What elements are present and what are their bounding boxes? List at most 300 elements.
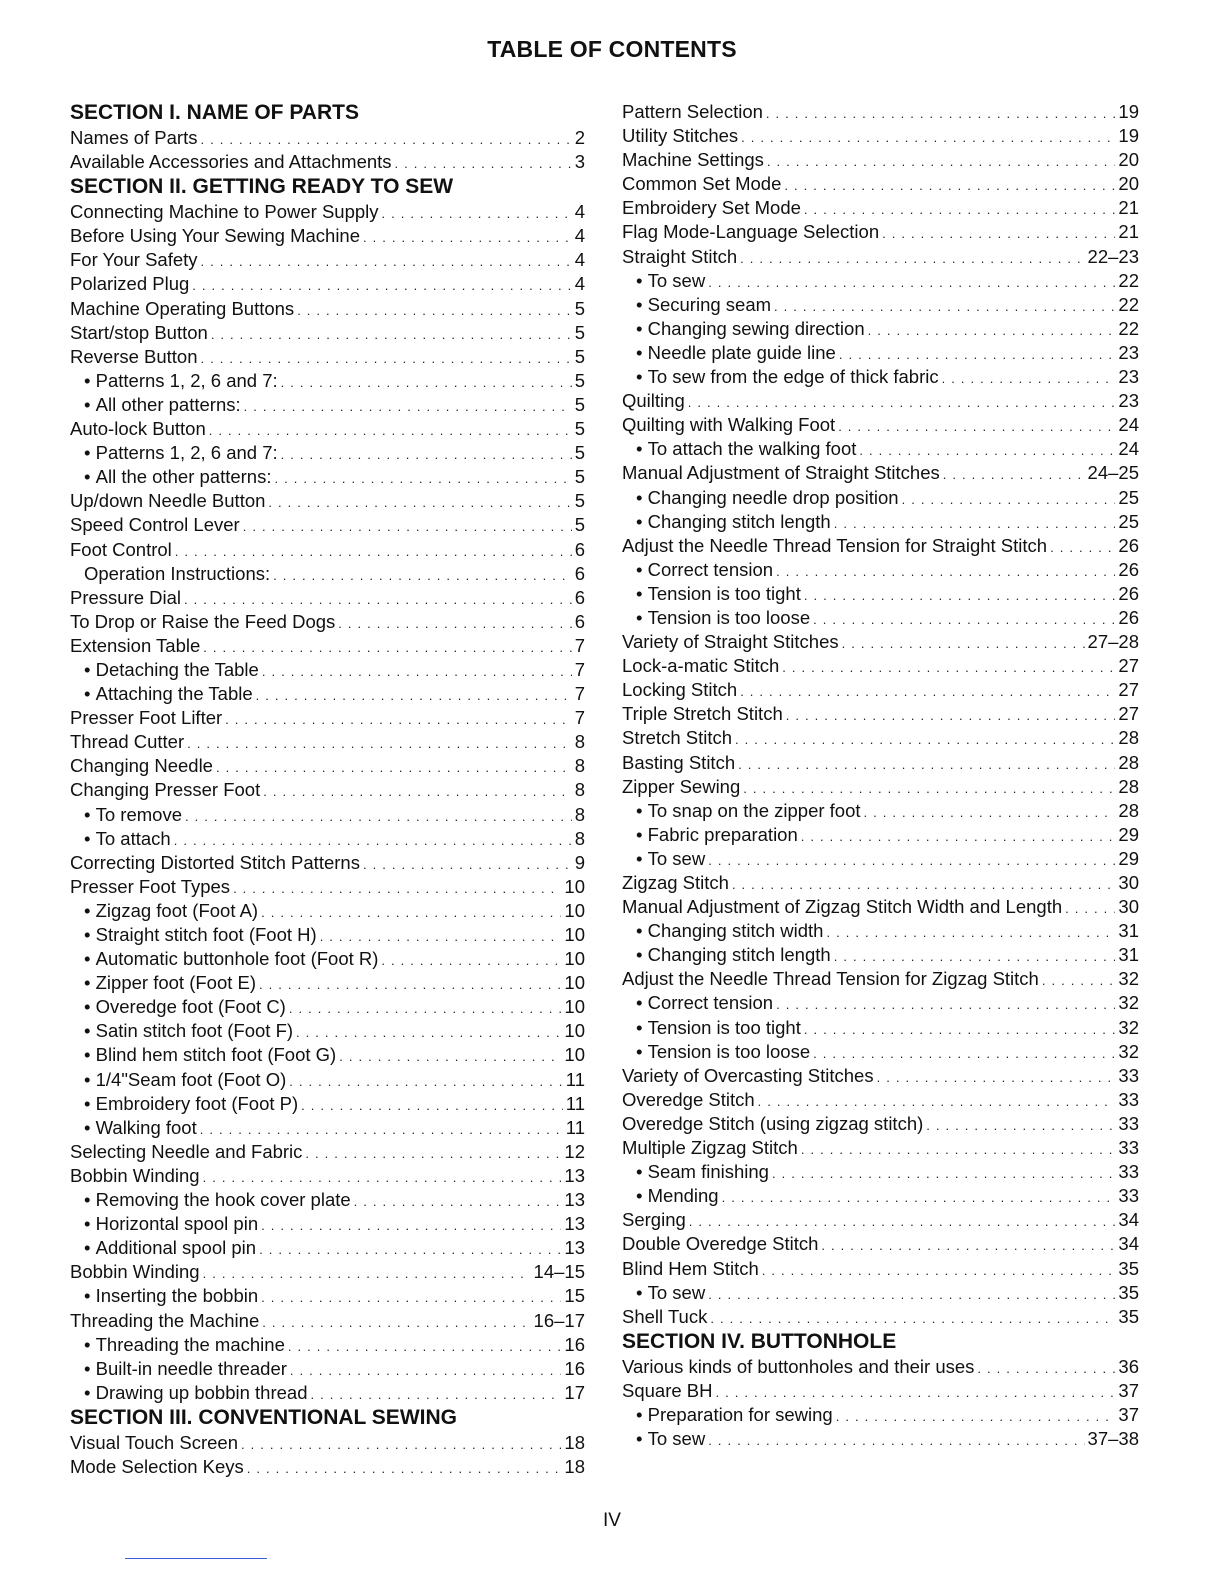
dot-leader bbox=[305, 1142, 561, 1166]
toc-subentry[interactable] bbox=[622, 1403, 1139, 1427]
toc-entry[interactable] bbox=[622, 630, 1139, 654]
toc-entry-page: 5 bbox=[574, 466, 585, 488]
toc-entry-page: 33 bbox=[1118, 1064, 1139, 1086]
footer-rule bbox=[125, 1558, 267, 1559]
toc-entry[interactable] bbox=[622, 751, 1139, 775]
toc-subentry[interactable] bbox=[70, 1043, 585, 1067]
toc-entry-page: 2 bbox=[574, 127, 585, 148]
toc-entry-title: Overedge Stitch bbox=[622, 1088, 755, 1110]
toc-entry-title: Stretch Stitch bbox=[622, 727, 733, 749]
toc-subentry[interactable] bbox=[70, 369, 585, 393]
toc-entry[interactable] bbox=[622, 534, 1139, 558]
toc-entry[interactable] bbox=[70, 224, 585, 248]
dot-leader bbox=[338, 612, 571, 636]
toc-entry-page: 5 bbox=[574, 321, 585, 343]
toc-entry[interactable] bbox=[622, 245, 1139, 269]
toc-subentry[interactable] bbox=[622, 558, 1139, 582]
toc-entry-page: 5 bbox=[574, 297, 585, 319]
toc-entry-page: 27 bbox=[1118, 703, 1139, 725]
toc-entry-page: 5 bbox=[574, 418, 585, 440]
toc-entry[interactable] bbox=[70, 778, 585, 802]
section-heading: SECTION III. CONVENTIONAL SEWING bbox=[70, 1405, 457, 1429]
dot-leader bbox=[836, 1405, 1116, 1429]
dot-leader bbox=[864, 801, 1116, 825]
toc-entry-page: 19 bbox=[1118, 101, 1139, 122]
toc-subentry[interactable] bbox=[70, 1381, 585, 1405]
toc-entry[interactable] bbox=[70, 538, 585, 562]
toc-entry-title: Extension Table bbox=[70, 634, 201, 656]
page-title: TABLE OF CONTENTS bbox=[487, 36, 737, 62]
toc-entry-page: 6 bbox=[574, 538, 585, 560]
toc-entry[interactable] bbox=[70, 1309, 585, 1333]
dot-leader bbox=[174, 829, 572, 853]
toc-entry-title: • Changing stitch width bbox=[622, 919, 823, 943]
toc-subentry[interactable] bbox=[622, 341, 1139, 365]
dot-leader bbox=[1065, 897, 1115, 921]
toc-entry-page: 33 bbox=[1118, 1112, 1139, 1134]
toc-subentry[interactable] bbox=[622, 1427, 1139, 1451]
toc-entry-page: 27–28 bbox=[1087, 631, 1139, 653]
dot-leader bbox=[241, 1433, 561, 1457]
section-heading: SECTION I. NAME OF PARTS bbox=[70, 101, 359, 124]
dot-leader bbox=[943, 463, 1085, 487]
toc-entry-title: Threading the Machine bbox=[70, 1309, 260, 1331]
toc-entry-page: 13 bbox=[564, 1213, 585, 1235]
toc-entry-page: 24 bbox=[1118, 438, 1139, 460]
toc-subentry[interactable] bbox=[70, 995, 585, 1019]
toc-entry-page: 31 bbox=[1118, 920, 1139, 942]
toc-entry[interactable] bbox=[622, 678, 1139, 702]
toc-entry-page: 33 bbox=[1118, 1161, 1139, 1183]
toc-entry-page: 23 bbox=[1118, 366, 1139, 388]
dot-leader bbox=[772, 1162, 1115, 1186]
toc-entry-page: 10 bbox=[564, 875, 585, 897]
toc-entry[interactable] bbox=[622, 871, 1139, 895]
toc-entry[interactable] bbox=[70, 345, 585, 369]
dot-leader bbox=[767, 150, 1116, 174]
toc-entry-title: • Seam finishing bbox=[622, 1160, 769, 1184]
dot-leader bbox=[320, 925, 562, 949]
toc-entry-page: 35 bbox=[1118, 1257, 1139, 1279]
dot-leader bbox=[821, 1234, 1115, 1258]
toc-subentry[interactable] bbox=[622, 486, 1139, 510]
toc-entry-page: 27 bbox=[1118, 655, 1139, 677]
toc-entry-title: • 1/4"Seam foot (Foot O) bbox=[70, 1068, 286, 1092]
toc-entry-title: • Securing seam bbox=[622, 293, 771, 317]
toc-entry-title: Changing Needle bbox=[70, 755, 213, 777]
toc-entry-page: 32 bbox=[1118, 992, 1139, 1014]
toc-entry-page: 5 bbox=[574, 345, 585, 367]
toc-entry[interactable] bbox=[70, 634, 585, 658]
toc-subentry[interactable] bbox=[622, 606, 1139, 630]
toc-entry-page: 22 bbox=[1118, 269, 1139, 291]
toc-entry-title: Manual Adjustment of Straight Stitches bbox=[622, 462, 940, 484]
toc-entry-page: 22–23 bbox=[1087, 245, 1139, 267]
toc-entry-page: 25 bbox=[1118, 486, 1139, 508]
toc-subentry[interactable] bbox=[70, 971, 585, 995]
toc-entry-title: • Changing stitch length bbox=[622, 943, 831, 967]
toc-entry[interactable] bbox=[70, 297, 585, 321]
dot-leader bbox=[311, 1383, 562, 1407]
toc-subentry[interactable] bbox=[70, 1068, 585, 1092]
dot-leader bbox=[688, 391, 1116, 415]
toc-subentry[interactable] bbox=[70, 1019, 585, 1043]
toc-entry-title: Foot Control bbox=[70, 538, 172, 560]
toc-entry-page: 23 bbox=[1118, 341, 1139, 363]
dot-leader bbox=[244, 395, 572, 419]
toc-subentry[interactable] bbox=[70, 899, 585, 923]
toc-entry[interactable] bbox=[622, 389, 1139, 413]
dot-leader bbox=[290, 1359, 562, 1383]
dot-leader bbox=[868, 319, 1116, 343]
toc-entry-page: 33 bbox=[1118, 1088, 1139, 1110]
dot-leader bbox=[185, 805, 572, 829]
toc-entry-page: 7 bbox=[574, 683, 585, 705]
toc-entry-title: • To attach the walking foot bbox=[622, 437, 856, 461]
toc-entry-title: To Drop or Raise the Feed Dogs bbox=[70, 610, 336, 632]
toc-entry[interactable] bbox=[622, 1208, 1139, 1232]
toc-entry-title: Lock-a-matic Stitch bbox=[622, 655, 780, 677]
toc-subentry[interactable] bbox=[70, 1092, 585, 1116]
dot-leader bbox=[740, 247, 1084, 271]
dot-leader bbox=[256, 684, 572, 708]
toc-entry-title: Up/down Needle Button bbox=[70, 490, 266, 512]
dot-leader bbox=[743, 777, 1115, 801]
toc-entry[interactable] bbox=[622, 1305, 1139, 1329]
toc-entry-title: • To sew bbox=[622, 1281, 705, 1305]
toc-entry-page: 6 bbox=[574, 562, 585, 584]
toc-entry-title: • To remove bbox=[70, 803, 182, 827]
toc-entry-title: Basting Stitch bbox=[622, 751, 736, 773]
dot-leader bbox=[187, 732, 572, 756]
toc-subentry[interactable] bbox=[622, 919, 1139, 943]
toc-entry-title: Shell Tuck bbox=[622, 1305, 708, 1327]
toc-entry-title: Available Accessories and Attachments bbox=[70, 151, 392, 173]
toc-entry-title: Straight Stitch bbox=[622, 245, 738, 267]
toc-subentry[interactable] bbox=[622, 269, 1139, 293]
toc-entry-title: Adjust the Needle Thread Tension for Zigzag Stitch bbox=[622, 968, 1039, 990]
toc-entry-title: • All other patterns: bbox=[70, 393, 241, 417]
toc-subentry[interactable] bbox=[622, 293, 1139, 317]
toc-entry-page: 25 bbox=[1118, 510, 1139, 532]
toc-entry[interactable] bbox=[70, 417, 585, 441]
toc-subentry[interactable] bbox=[622, 1281, 1139, 1305]
dot-leader bbox=[942, 367, 1116, 391]
toc-entry-title: • Needle plate guide line bbox=[622, 341, 836, 365]
toc-entry[interactable] bbox=[622, 100, 1139, 124]
toc-subentry[interactable] bbox=[622, 943, 1139, 967]
toc-entry-title: Multiple Zigzag Stitch bbox=[622, 1137, 798, 1159]
dot-leader bbox=[926, 1114, 1115, 1138]
toc-entry[interactable] bbox=[622, 1379, 1139, 1403]
toc-entry-title: Serging bbox=[622, 1209, 686, 1231]
toc-entry[interactable] bbox=[70, 851, 585, 875]
toc-entry-title: Various kinds of buttonholes and their uses bbox=[622, 1355, 975, 1377]
toc-subentry[interactable] bbox=[622, 1184, 1139, 1208]
toc-entry-page: 8 bbox=[574, 779, 585, 801]
toc-subentry[interactable] bbox=[622, 582, 1139, 606]
toc-right-column bbox=[622, 100, 1139, 1451]
dot-leader bbox=[801, 1138, 1116, 1162]
toc-entry-title: Presser Foot Lifter bbox=[70, 707, 223, 729]
toc-entry[interactable] bbox=[622, 1112, 1139, 1136]
toc-entry[interactable] bbox=[622, 726, 1139, 750]
toc-subentry[interactable] bbox=[70, 947, 585, 971]
toc-entry-title: Names of Parts bbox=[70, 127, 198, 148]
toc-entry-title: • Changing sewing direction bbox=[622, 317, 865, 341]
dot-leader bbox=[902, 488, 1116, 512]
toc-entry-page: 26 bbox=[1118, 534, 1139, 556]
toc-entry[interactable] bbox=[70, 321, 585, 345]
toc-entry-page: 8 bbox=[574, 755, 585, 777]
toc-entry-page: 23 bbox=[1118, 390, 1139, 412]
toc-subentry[interactable] bbox=[622, 365, 1139, 389]
toc-entry[interactable] bbox=[622, 702, 1139, 726]
toc-subentry[interactable] bbox=[70, 465, 585, 489]
toc-entry[interactable] bbox=[70, 272, 585, 296]
toc-left-column bbox=[70, 100, 585, 1479]
dot-leader bbox=[363, 226, 572, 250]
toc-subentry[interactable] bbox=[70, 827, 585, 851]
toc-entry-page: 26 bbox=[1118, 582, 1139, 604]
toc-entry-title: • Built-in needle threader bbox=[70, 1357, 287, 1381]
dot-leader bbox=[774, 295, 1115, 319]
toc-entry-title: • Patterns 1, 2, 6 and 7: bbox=[70, 441, 278, 465]
dot-leader bbox=[201, 347, 572, 371]
toc-entry[interactable] bbox=[70, 1140, 585, 1164]
toc-entry[interactable] bbox=[622, 461, 1139, 485]
toc-entry-title: Flag Mode-Language Selection bbox=[622, 221, 880, 243]
toc-entry-title: • To sew from the edge of thick fabric bbox=[622, 365, 939, 389]
toc-entry[interactable] bbox=[70, 610, 585, 634]
toc-entry[interactable] bbox=[622, 172, 1139, 196]
dot-leader bbox=[804, 198, 1116, 222]
toc-entry-title: Pattern Selection bbox=[622, 101, 763, 122]
toc-subentry[interactable] bbox=[622, 823, 1139, 847]
toc-entry[interactable] bbox=[70, 875, 585, 899]
toc-entry-page: 21 bbox=[1118, 197, 1139, 219]
toc-entry-title: Square BH bbox=[622, 1379, 713, 1401]
toc-entry-title: • Threading the machine bbox=[70, 1333, 285, 1357]
toc-entry[interactable] bbox=[70, 200, 585, 224]
toc-entry-title: Auto-lock Button bbox=[70, 418, 206, 440]
toc-entry-title: Visual Touch Screen bbox=[70, 1431, 238, 1453]
toc-entry[interactable] bbox=[622, 196, 1139, 220]
toc-subentry[interactable] bbox=[622, 1040, 1139, 1064]
toc-subentry[interactable] bbox=[70, 441, 585, 465]
toc-entry-title: Correcting Distorted Stitch Patterns bbox=[70, 851, 360, 873]
toc-entry[interactable] bbox=[622, 654, 1139, 678]
dot-leader bbox=[247, 1457, 562, 1481]
toc-subentry[interactable] bbox=[70, 1188, 585, 1212]
toc-entry[interactable] bbox=[70, 1164, 585, 1188]
toc-entry-page: 17 bbox=[564, 1381, 585, 1403]
toc-subentry[interactable] bbox=[622, 799, 1139, 823]
dot-leader bbox=[786, 704, 1116, 728]
toc-entry-title: • Overedge foot (Foot C) bbox=[70, 995, 286, 1019]
dot-leader bbox=[201, 250, 572, 274]
dot-leader bbox=[339, 1045, 561, 1069]
dot-leader bbox=[722, 1186, 1116, 1210]
toc-entry-page: 9 bbox=[574, 851, 585, 873]
toc-entry[interactable] bbox=[70, 586, 585, 610]
toc-subentry[interactable] bbox=[70, 1236, 585, 1260]
toc-entry[interactable] bbox=[70, 513, 585, 537]
toc-subentry[interactable] bbox=[70, 1116, 585, 1140]
toc-entry-page: 20 bbox=[1118, 149, 1139, 171]
toc-entry-title: • To sew bbox=[622, 269, 705, 293]
toc-entry[interactable] bbox=[622, 967, 1139, 991]
toc-entry-title: • Automatic buttonhole foot (Foot R) bbox=[70, 947, 378, 971]
dot-leader bbox=[710, 1307, 1115, 1331]
dot-leader bbox=[834, 512, 1116, 536]
toc-entry-title: • Embroidery foot (Foot P) bbox=[70, 1092, 298, 1116]
toc-entry-page: 5 bbox=[574, 369, 585, 391]
toc-subentry[interactable] bbox=[70, 1333, 585, 1357]
toc-entry[interactable] bbox=[622, 1136, 1139, 1160]
toc-entry[interactable] bbox=[70, 248, 585, 272]
dot-leader bbox=[758, 1090, 1116, 1114]
toc-entry[interactable] bbox=[622, 124, 1139, 148]
toc-entry[interactable] bbox=[622, 775, 1139, 799]
toc-subentry[interactable] bbox=[622, 510, 1139, 534]
toc-subentry[interactable] bbox=[622, 847, 1139, 871]
toc-subentry[interactable] bbox=[70, 923, 585, 947]
dot-leader bbox=[801, 825, 1116, 849]
toc-entry[interactable] bbox=[70, 150, 585, 174]
toc-entry-page: 11 bbox=[565, 1068, 585, 1090]
toc-entry-title: Variety of Overcasting Stitches bbox=[622, 1064, 874, 1086]
toc-entry-page: 37–38 bbox=[1087, 1428, 1139, 1450]
toc-entry[interactable] bbox=[70, 489, 585, 513]
toc-entry[interactable] bbox=[622, 1257, 1139, 1281]
toc-entry-title: Common Set Mode bbox=[622, 173, 782, 195]
toc-entry[interactable] bbox=[622, 220, 1139, 244]
dot-leader bbox=[977, 1357, 1115, 1381]
toc-entry-page: 32 bbox=[1118, 1040, 1139, 1062]
toc-entry[interactable] bbox=[70, 754, 585, 778]
toc-entry[interactable] bbox=[70, 562, 585, 586]
toc-subentry[interactable] bbox=[70, 393, 585, 417]
dot-leader bbox=[804, 584, 1116, 608]
toc-subentry[interactable] bbox=[622, 1016, 1139, 1040]
toc-entry-title: Quilting with Walking Foot bbox=[622, 414, 836, 436]
toc-entry-page: 10 bbox=[564, 972, 585, 994]
toc-subentry[interactable] bbox=[70, 803, 585, 827]
dot-leader bbox=[735, 728, 1115, 752]
dot-leader bbox=[203, 1262, 531, 1286]
toc-entry[interactable] bbox=[70, 730, 585, 754]
toc-entry-page: 13 bbox=[564, 1237, 585, 1259]
toc-entry-title: Machine Settings bbox=[622, 149, 764, 171]
toc-entry-page: 34 bbox=[1118, 1233, 1139, 1255]
toc-entry[interactable] bbox=[622, 1088, 1139, 1112]
dot-leader bbox=[740, 680, 1115, 704]
toc-subentry[interactable] bbox=[70, 682, 585, 706]
toc-entry[interactable] bbox=[622, 413, 1139, 437]
toc-entry-page: 6 bbox=[574, 610, 585, 632]
toc-entry[interactable] bbox=[622, 1232, 1139, 1256]
dot-leader bbox=[274, 467, 571, 491]
toc-subentry[interactable] bbox=[70, 1357, 585, 1381]
toc-subentry[interactable] bbox=[622, 991, 1139, 1015]
toc-entry-page: 36 bbox=[1118, 1355, 1139, 1377]
toc-subentry[interactable] bbox=[70, 1284, 585, 1308]
toc-entry-title: • Correct tension bbox=[622, 558, 773, 582]
toc-entry[interactable] bbox=[622, 1064, 1139, 1088]
toc-entry[interactable] bbox=[70, 706, 585, 730]
toc-entry-title: Blind Hem Stitch bbox=[622, 1257, 759, 1279]
dot-leader bbox=[233, 877, 561, 901]
toc-entry-page: 10 bbox=[564, 1044, 585, 1066]
toc-entry-title: Polarized Plug bbox=[70, 273, 190, 295]
toc-entry-title: • Detaching the Table bbox=[70, 658, 259, 682]
page-number: IV bbox=[603, 1510, 621, 1531]
toc-entry-page: 29 bbox=[1118, 823, 1139, 845]
toc-entry-page: 28 bbox=[1118, 775, 1139, 797]
toc-entry-title: Adjust the Needle Thread Tension for Straight Stitch bbox=[622, 534, 1048, 556]
toc-entry-page: 30 bbox=[1118, 872, 1139, 893]
toc-entry-title: • Correct tension bbox=[622, 991, 773, 1015]
dot-leader bbox=[741, 126, 1115, 150]
toc-entry[interactable] bbox=[70, 1431, 585, 1455]
toc-entry-page: 32 bbox=[1118, 968, 1139, 990]
dot-leader bbox=[776, 560, 1115, 584]
toc-entry-page: 13 bbox=[564, 1164, 585, 1186]
toc-entry[interactable] bbox=[622, 148, 1139, 172]
toc-entry[interactable] bbox=[70, 126, 585, 150]
toc-subentry[interactable] bbox=[622, 437, 1139, 461]
dot-leader bbox=[834, 945, 1116, 969]
toc-entry-title: Connecting Machine to Power Supply bbox=[70, 201, 379, 223]
dot-leader bbox=[1042, 969, 1116, 993]
dot-leader bbox=[273, 564, 572, 588]
toc-entry-page: 21 bbox=[1118, 221, 1139, 243]
toc-entry-title: • Horizontal spool pin bbox=[70, 1212, 258, 1236]
section-heading: SECTION II. GETTING READY TO SEW bbox=[70, 175, 454, 199]
toc-subentry[interactable] bbox=[70, 658, 585, 682]
toc-entry-title: • Additional spool pin bbox=[70, 1236, 256, 1260]
toc-entry-page: 28 bbox=[1118, 751, 1139, 773]
toc-subentry[interactable] bbox=[622, 1160, 1139, 1184]
dot-leader bbox=[689, 1210, 1116, 1234]
toc-subentry[interactable] bbox=[70, 1212, 585, 1236]
dot-leader bbox=[839, 343, 1116, 367]
toc-entry-page: 10 bbox=[564, 899, 585, 921]
toc-subentry[interactable] bbox=[622, 317, 1139, 341]
toc-entry-title: • All the other patterns: bbox=[70, 465, 271, 489]
toc-entry-page: 33 bbox=[1118, 1185, 1139, 1207]
toc-entry-title: Double Overedge Stitch bbox=[622, 1233, 819, 1255]
toc-entry[interactable] bbox=[622, 895, 1139, 919]
toc-entry-title: Presser Foot Types bbox=[70, 875, 231, 897]
toc-entry-title: Machine Operating Buttons bbox=[70, 297, 295, 319]
toc-entry[interactable] bbox=[622, 1355, 1139, 1379]
dot-leader bbox=[262, 1311, 530, 1335]
toc-entry-page: 37 bbox=[1118, 1379, 1139, 1401]
dot-leader bbox=[209, 419, 572, 443]
toc-entry-page: 26 bbox=[1118, 606, 1139, 628]
toc-entry-title: • To sew bbox=[622, 1427, 705, 1451]
toc-entry[interactable] bbox=[70, 1455, 585, 1479]
toc-entry-page: 34 bbox=[1118, 1209, 1139, 1231]
toc-entry-page: 37 bbox=[1118, 1403, 1139, 1425]
toc-entry-title: Utility Stitches bbox=[622, 125, 739, 147]
toc-entry-title: • Attaching the Table bbox=[70, 682, 253, 706]
dot-leader bbox=[882, 222, 1115, 246]
dot-leader bbox=[354, 1190, 562, 1214]
toc-entry[interactable] bbox=[70, 1260, 585, 1284]
